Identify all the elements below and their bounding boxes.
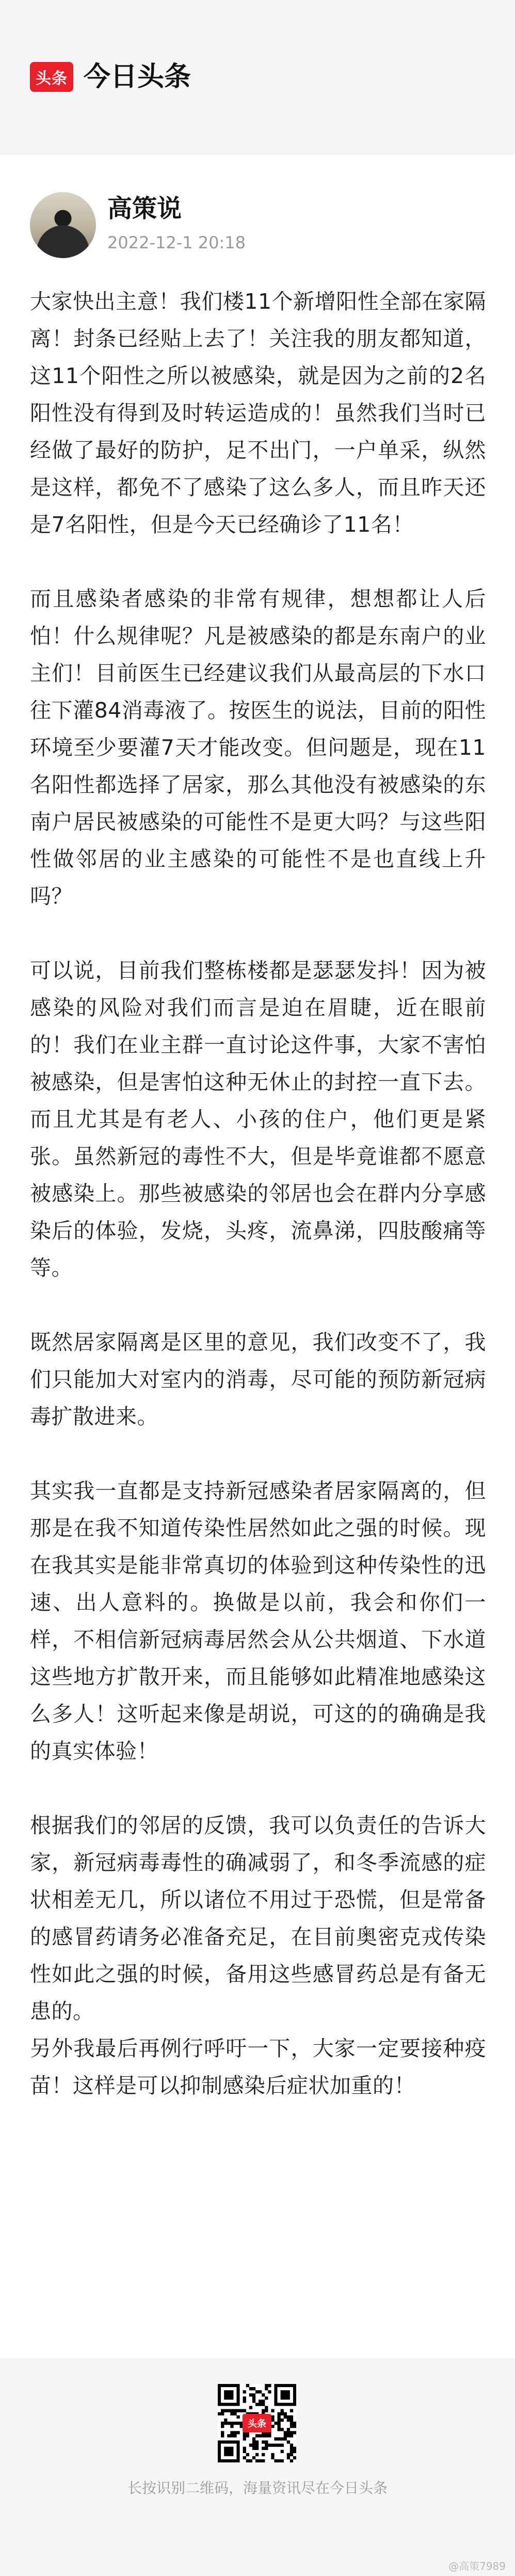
author-row[interactable]	[30, 192, 484, 259]
avatar[interactable]	[30, 192, 96, 258]
author-name[interactable]: 高策说	[107, 194, 182, 223]
article-paragraph: 另外我最后再例行呼吁一下，大家一定要接种疫苗！这样是可以抑制感染后症状加重的！	[30, 2036, 486, 2098]
qr-badge: 头条	[243, 2414, 271, 2432]
article-paragraph: 可以说，目前我们整栋楼都是瑟瑟发抖！因为被感染的风险对我们而言是迫在眉睫，近在眼前的！我们在业主群一直讨论这件事，大家不害怕被感染，但是害怕这种无休止的封控一直下去。而且尤其是有老人、小孩的住户，他们更是紧张。虽然新冠的毒性不大，但是毕竟谁都不愿意被感染上。那些被感染的邻居也会在群内分享感染后的体验，发烧，头疼，流鼻涕，四肢酸痛等等。	[30, 958, 486, 1280]
share-footer	[0, 2358, 515, 2576]
app-header	[0, 0, 515, 155]
article-paragraph: 大家快出主意！我们楼11个新增阳性全部在家隔离！封条已经贴上去了！关注我的朋友都知道，这11个阳性之所以被感染，就是因为之前的2名阳性没有得到及时转运造成的！虽然我们当时已经做了最好的防护，足不出门，一户单采，纵然是这样，都免不了感染了这么多人，而且昨天还是7名阳性，但是今天已经确诊了11名！	[30, 289, 486, 537]
article-paragraph: 既然居家隔离是区里的意见，我们改变不了，我们只能加大对室内的消毒，尽可能的预防新冠病毒扩散进来。	[30, 1330, 486, 1429]
qr-hint: 长按识别二维码，海量资讯尽在今日头条	[127, 2479, 388, 2497]
qr-code[interactable]	[218, 2384, 296, 2462]
watermark: @高策7989	[448, 2560, 506, 2572]
toutiao-logo: 头条	[30, 62, 73, 92]
app-name: 今日头条	[84, 61, 191, 92]
post-time: 2022-12-1 20:18	[107, 233, 246, 252]
article-paragraph: 根据我们的邻居的反馈，我可以负责任的告诉大家，新冠病毒毒性的确减弱了，和冬季流感的症状相差无几，所以诸位不用过于恐慌，但是常备的感冒药请务必准备充足，在目前奥密克戎传染性如此之强的时候，备用这些感冒药总是有备无患的。	[30, 1813, 486, 2024]
article-body	[30, 283, 486, 2104]
article-paragraph: 而且感染者感染的非常有规律，想想都让人后怕！什么规律呢？凡是被感染的都是东南户的业主们！目前医生已经建议我们从最高层的下水口往下灌84消毒液了。按医生的说法，目前的阳性环境至少要灌7天才能改变。但问题是，现在11名阳性都选择了居家，那么其他没有被感染的东南户居民被感染的可能性不是更大吗？与这些阳性做邻居的业主感染的可能性不是也直线上升吗？	[30, 586, 486, 909]
article-paragraph: 其实我一直都是支持新冠感染者居家隔离的，但那是在我不知道传染性居然如此之强的时候。现在我其实是能非常真切的体验到这种传染性的迅速、出人意料的。换做是以前，我会和你们一样，不相信新冠病毒居然会从公共烟道、下水道这些地方扩散开来，而且能够如此精准地感染这么多人！这听起来像是胡说，可这的的确确是我的真实体验！	[30, 1478, 486, 1763]
